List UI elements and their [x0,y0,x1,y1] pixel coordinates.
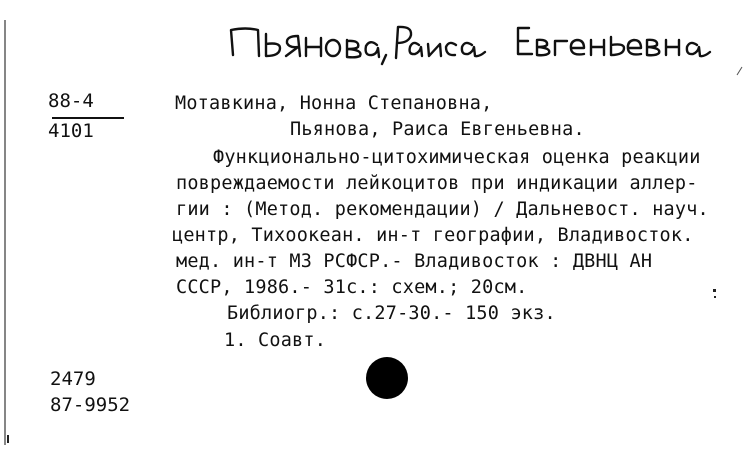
title-line-3: гии : (Метод. рекомендации) / Дальневост. науч. [176,199,709,220]
call-number-bottom: 4101 [48,120,94,142]
inventory-number-2: 87-9952 [50,394,131,416]
title-line-4: центр, Тихоокеан. ин-т географии, Владивосток. [172,225,694,246]
punch-hole [366,357,408,399]
call-number-top: 88-4 [48,90,94,112]
call-number-divider [52,117,124,119]
title-line-5: мед. ин-т МЗ РСФСР.- Владивосток : ДВНЦ АН [176,251,653,272]
title-line-2: повреждаемости лейкоцитов при индикации аллер- [176,173,698,194]
inventory-number-1: 2479 [50,368,96,390]
handwritten-heading [0,0,750,80]
speck [714,296,716,298]
title-line-6: СССР, 1986.- 31с.: схем.; 20см. [176,277,528,298]
speck [713,289,716,292]
card-left-edge [4,20,6,445]
tracing-line: 1. Соавт. [224,330,327,351]
title-line-1: Функционально-цитохимическая оценка реакции [213,147,701,168]
notes-line: Библиогр.: с.27-30.- 150 экз. [227,303,556,324]
coauthor-line: Пьянова, Раиса Евгеньевна. [290,119,585,140]
speck [7,435,9,443]
authors-line: Мотавкина, Нонна Степановна, [175,93,493,114]
